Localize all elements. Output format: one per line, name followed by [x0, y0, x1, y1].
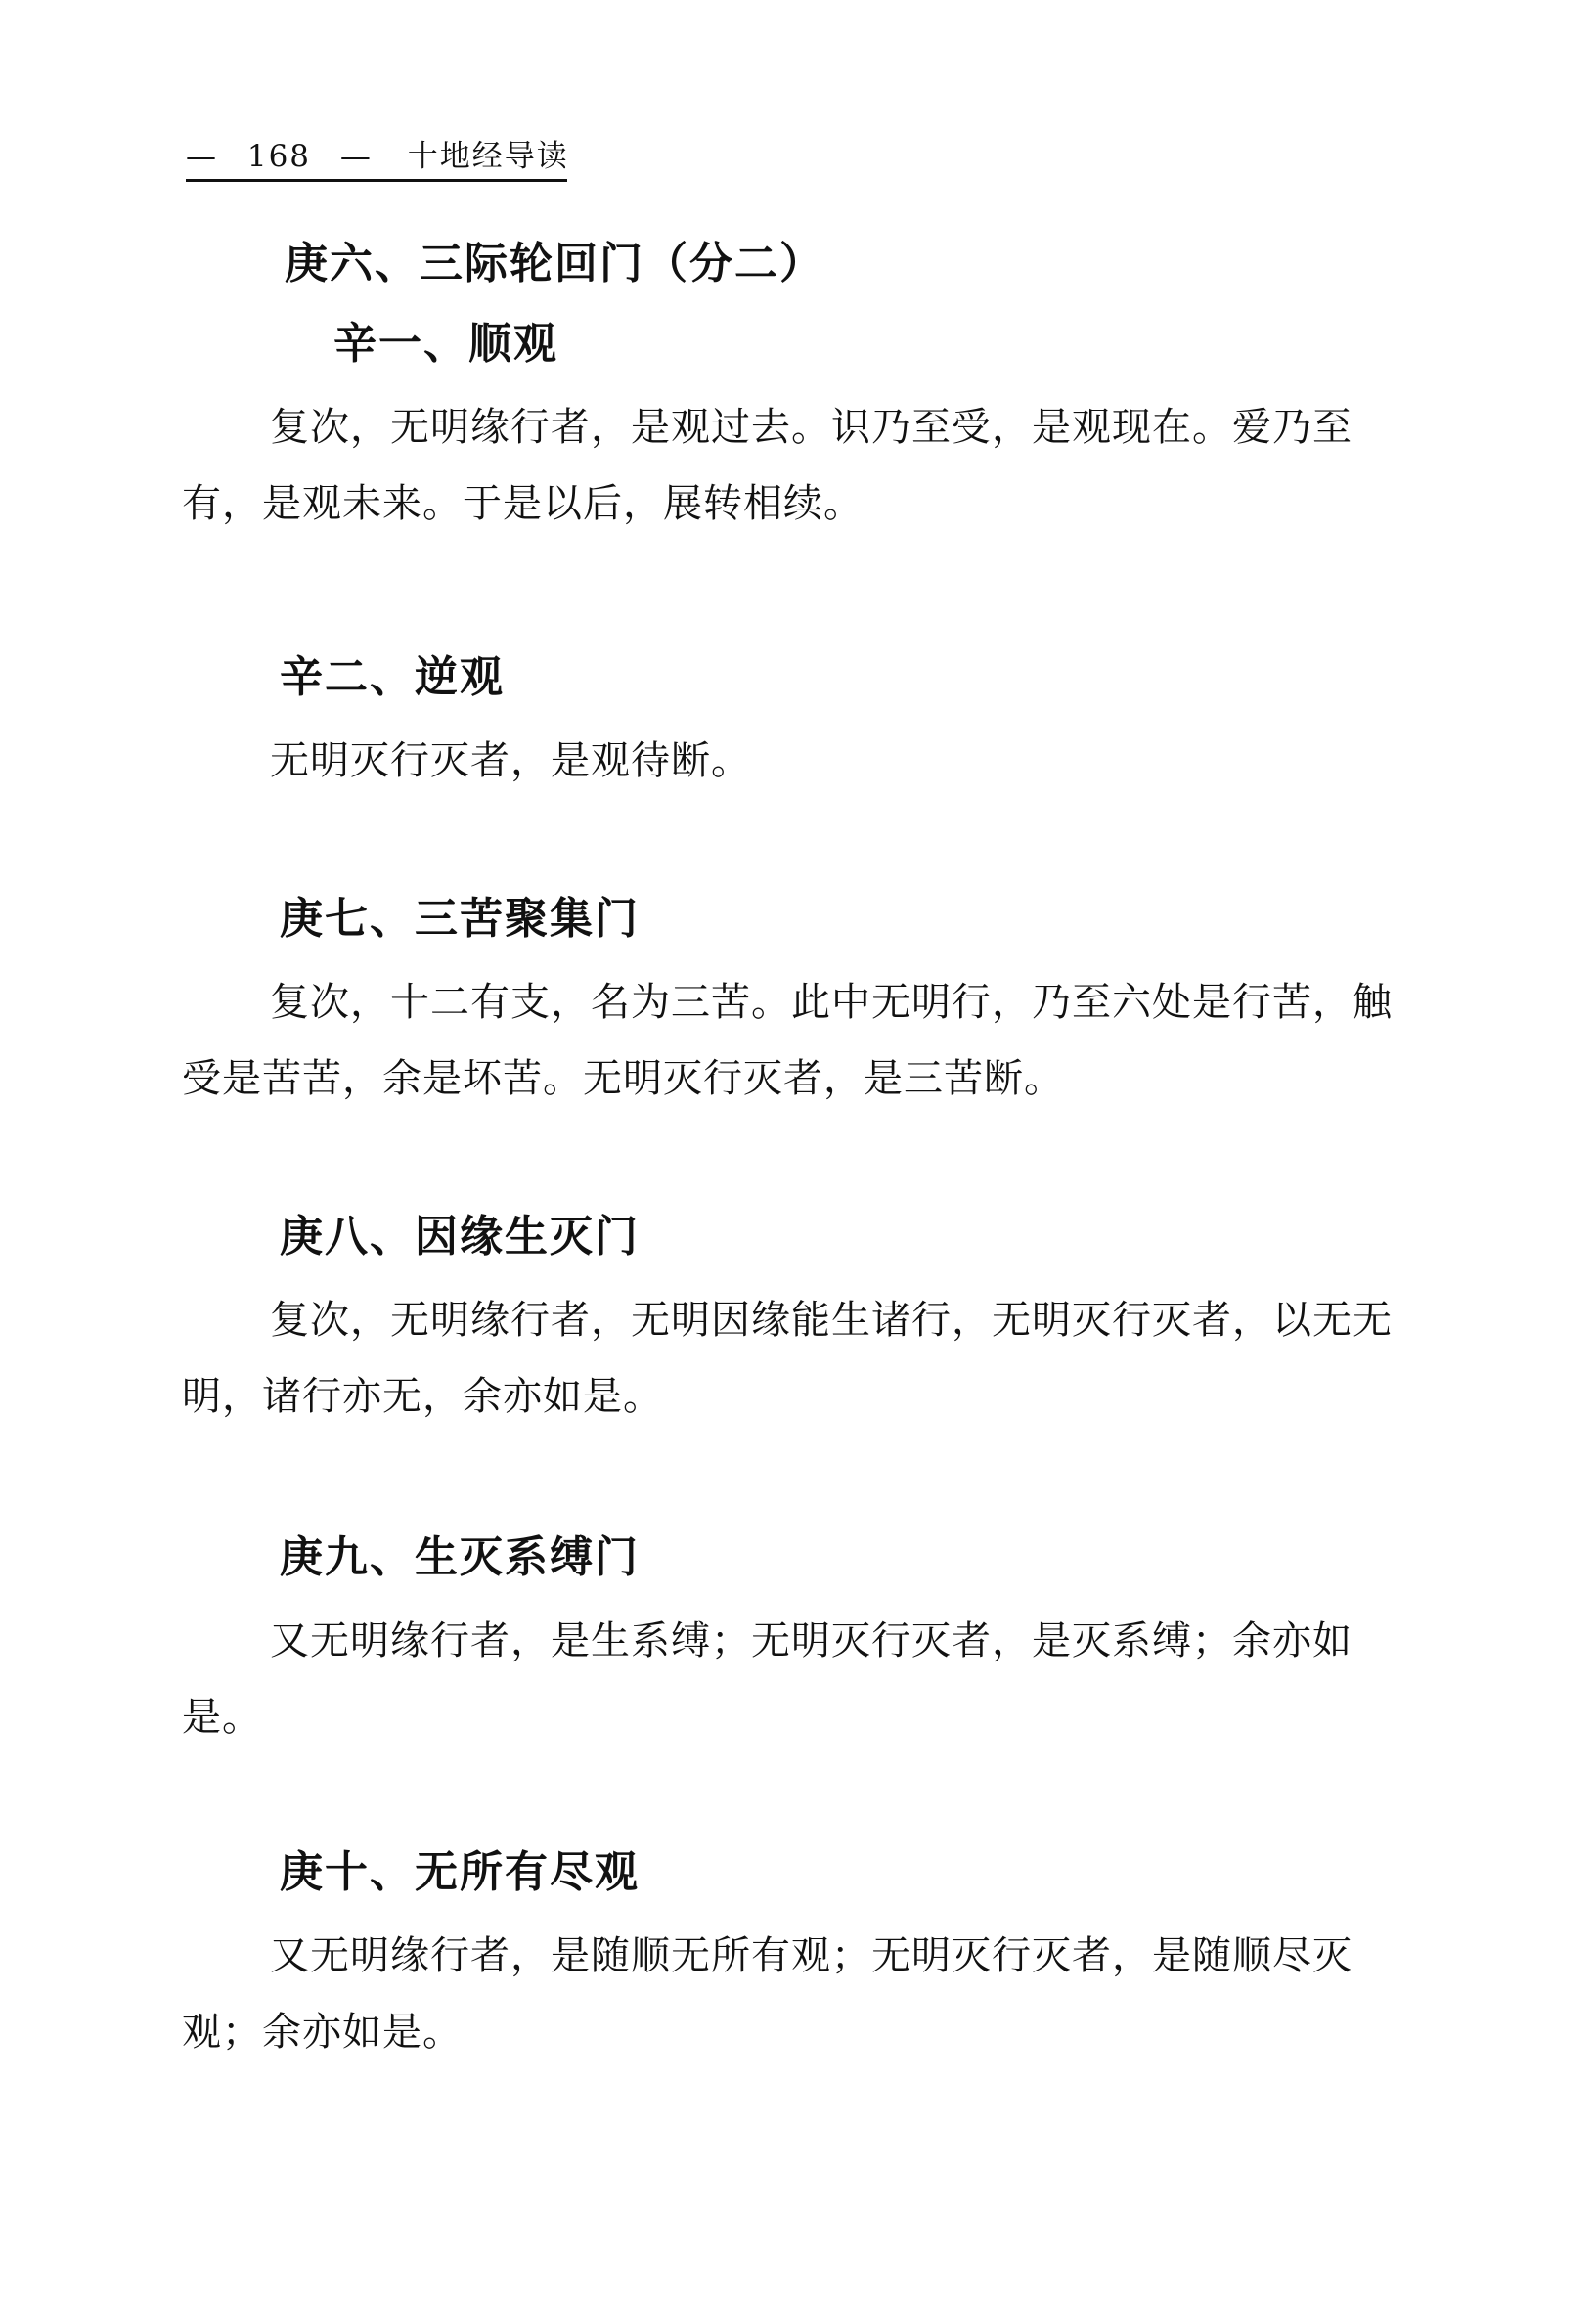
section-paragraph: 无明灭行灭者，是观待断。: [270, 738, 751, 783]
section-paragraph: 复次，无明缘行者，无明因缘能生诸行，无明灭行灭者，以无无明，诸行亦无，余亦如是。: [182, 1298, 1393, 1419]
section-heading: 庚九、生灭系缚门: [280, 1532, 640, 1582]
header-right-dash: —: [339, 139, 373, 174]
book-title: 十地经导读: [407, 139, 569, 174]
section-paragraph: 又无明缘行者，是生系缚；无明灭行灭者，是灭系缚；余亦如是。: [182, 1618, 1352, 1740]
section-paragraph: 又无明缘行者，是随顺无所有观；无明灭行灭者，是随顺尽灭观；余亦如是。: [182, 1933, 1352, 2055]
section-subheading: 辛一、顺观: [333, 319, 558, 369]
page-header: [186, 133, 569, 180]
section-geng-6: [182, 235, 1410, 542]
header-left-dash: —: [186, 139, 218, 174]
page-number: 168: [246, 139, 312, 174]
section-heading: 庚十、无所有尽观: [280, 1847, 640, 1897]
section-xin-2: [182, 648, 1410, 799]
section-heading: 庚八、因缘生灭门: [280, 1212, 640, 1262]
section-geng-10: [182, 1843, 1410, 2070]
section-geng-7: [182, 890, 1410, 1117]
section-geng-8: [182, 1208, 1410, 1435]
section-paragraph: 复次，十二有支，名为三苦。此中无明行，乃至六处是行苦，触受是苦苦，余是坏苦。无明灭行灭者，是三苦断。: [182, 980, 1393, 1101]
section-heading: 庚六、三际轮回门（分二）: [285, 239, 824, 288]
section-heading: 辛二、逆观: [280, 652, 505, 702]
header-rule: [186, 179, 567, 182]
section-heading: 庚七、三苦聚集门: [280, 894, 640, 944]
section-paragraph: 复次，无明缘行者，是观过去。识乃至受，是观现在。爱乃至有，是观未来。于是以后，展转相续。: [182, 405, 1352, 526]
section-geng-9: [182, 1528, 1410, 1755]
